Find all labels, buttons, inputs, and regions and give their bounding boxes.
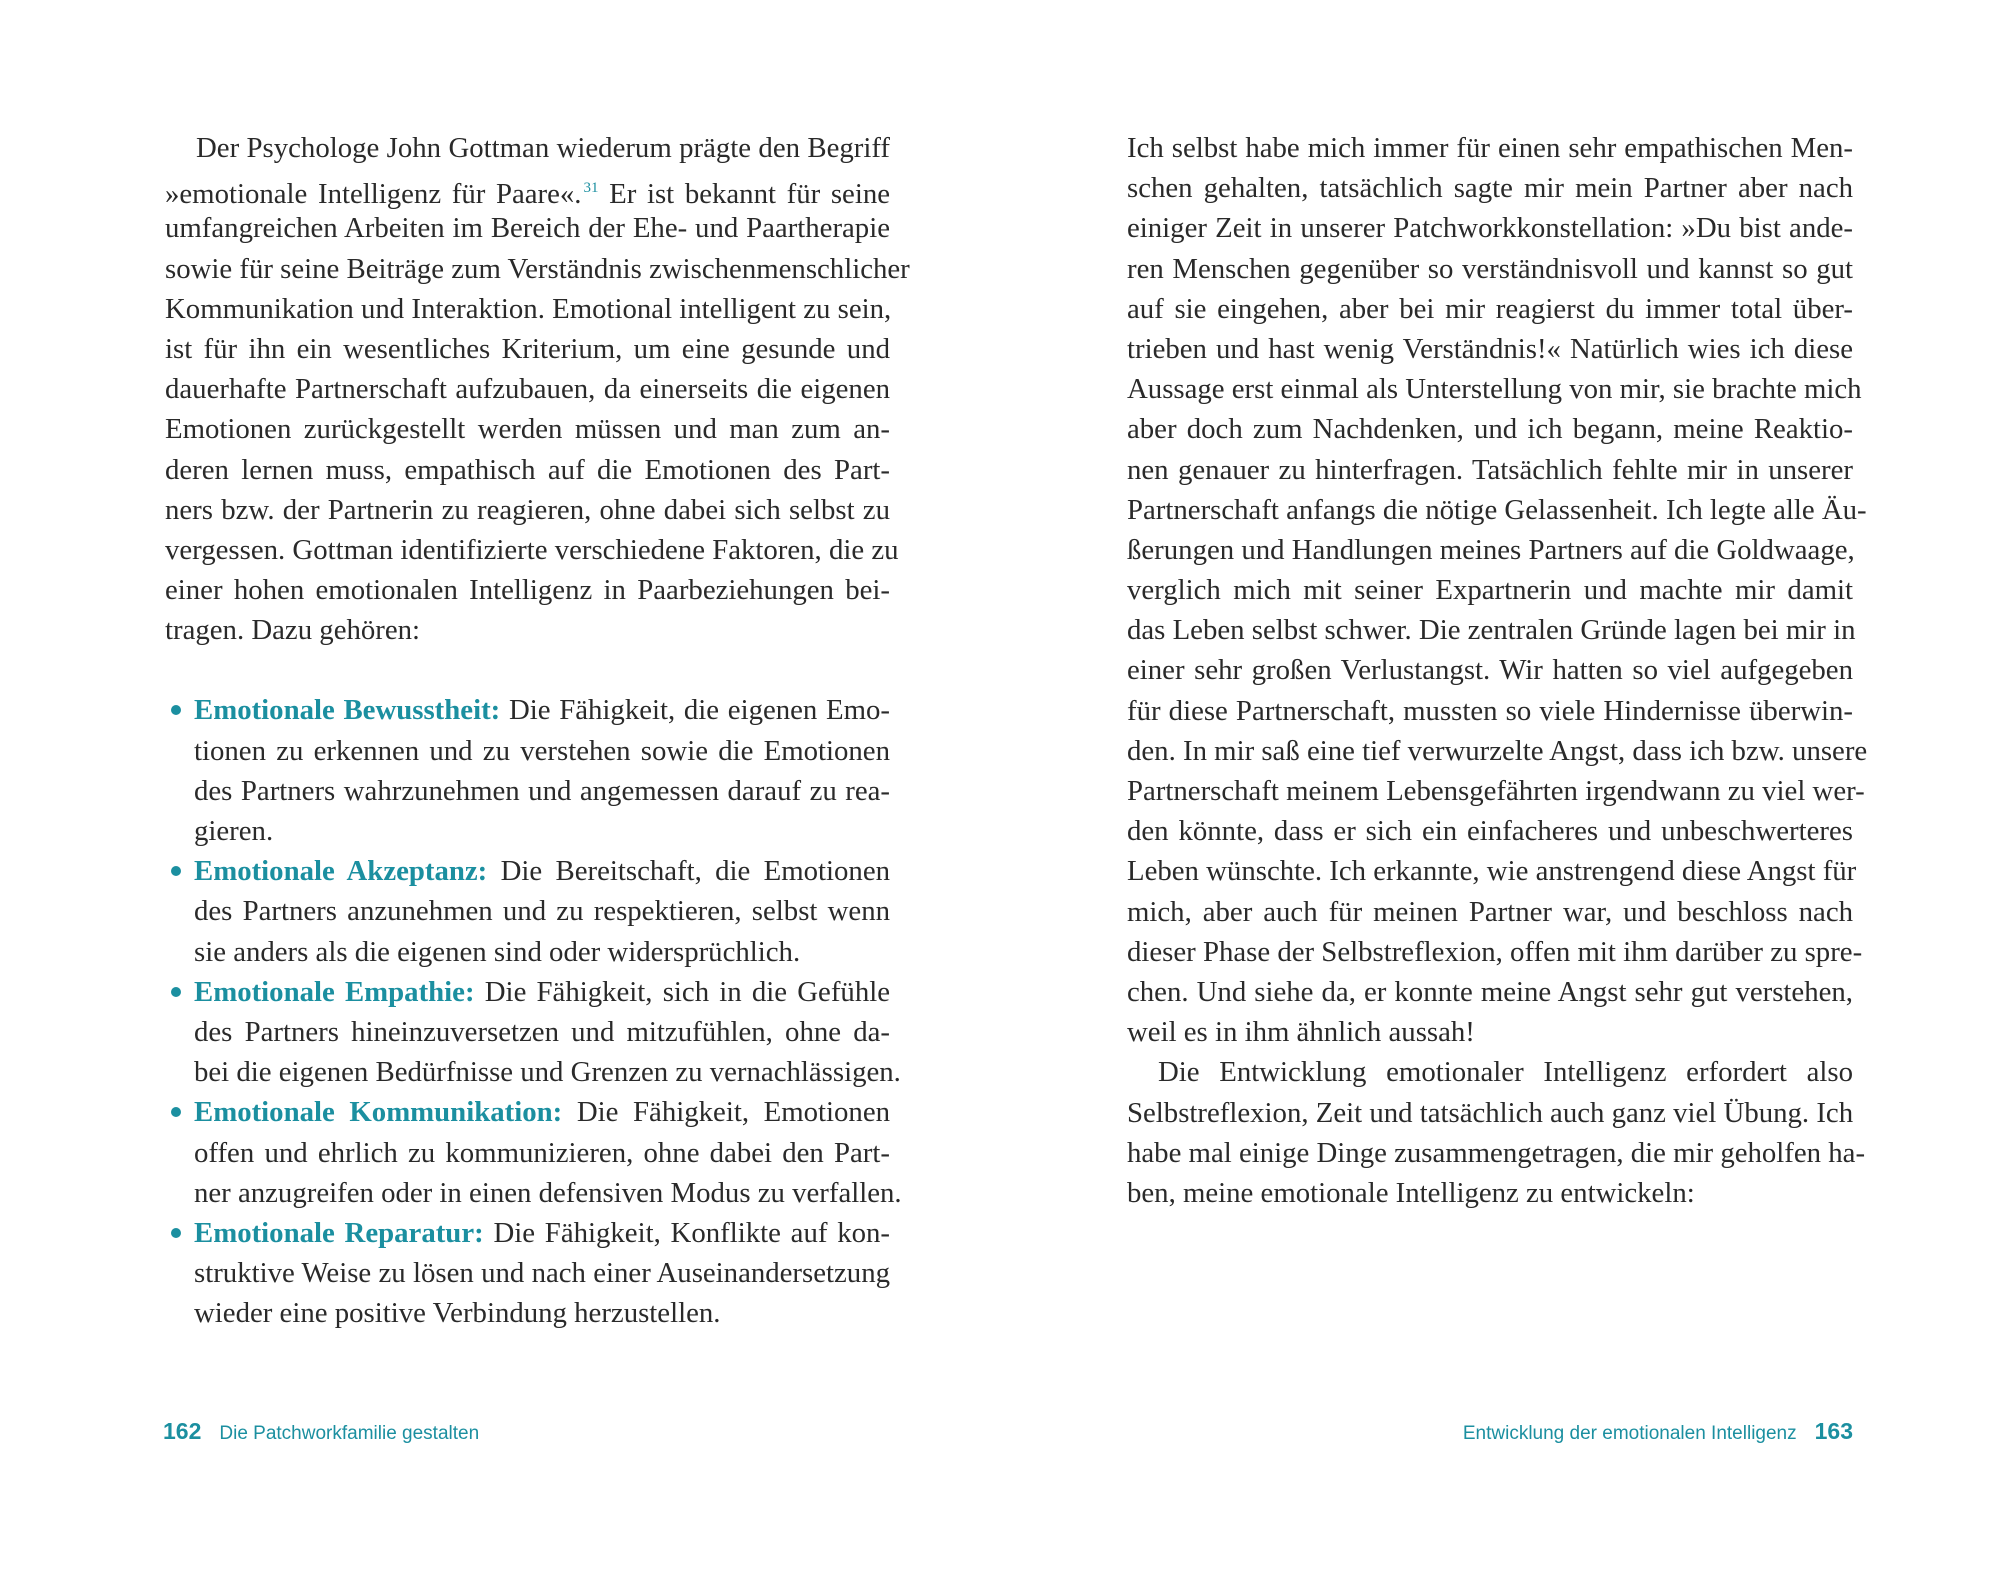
running-title: Die Patchworkfamilie gestalten xyxy=(219,1423,480,1444)
bullet-text-line: gieren. xyxy=(194,815,274,847)
body-text-line: den. In mir saß eine tief verwurzelte Angst, dass ich bzw. unsere xyxy=(1127,734,1868,767)
bullet-item-kommunikation xyxy=(165,1092,902,1213)
body-text-line: aber doch zum Nachdenken, und ich begann, meine Reaktio- xyxy=(1127,413,1853,446)
page-number: 163 xyxy=(1814,1418,1853,1444)
body-text-line: auf sie eingehen, aber bei mir reagierst du immer total über- xyxy=(1127,292,1853,325)
body-text-line: umfangreichen Arbeiten im Bereich der Ehe- und Paartherapie xyxy=(165,212,890,245)
body-text-line: einer sehr großen Verlustangst. Wir hatten so viel aufgegeben xyxy=(1127,654,1853,687)
bullet-dot-icon xyxy=(171,987,181,997)
bullet-text: Die Fähigkeit, sich in die Gefühle xyxy=(484,975,890,1008)
bullet-text: Die Fähigkeit, Konflikte auf kon- xyxy=(493,1216,890,1249)
bullet-text-line: tionen zu erkennen und zu verstehen sowie die Emotionen xyxy=(194,734,890,767)
body-text-line: vergessen. Gottman identifizierte verschiedene Faktoren, die zu xyxy=(165,533,899,566)
bullet-dot-icon xyxy=(171,866,181,876)
bullet-text-line: ner anzugreifen oder in einen defensiven Modus zu verfallen. xyxy=(194,1176,902,1209)
body-text-line: Der Psychologe John Gottman wiederum prägte den Begriff xyxy=(196,132,890,164)
bullet-dot-icon xyxy=(171,1228,181,1238)
body-text-line: Aussage erst einmal als Unterstellung von mir, sie brachte mich xyxy=(1127,373,1862,406)
body-text-line: Die Entwicklung emotionaler Intelligenz erfordert also xyxy=(1158,1056,1853,1089)
bullet-first-line xyxy=(194,690,890,730)
body-text-line: Partnerschaft anfangs die nötige Gelassenheit. Ich legte alle Äu- xyxy=(1127,493,1867,526)
bullet-term: Emotionale Reparatur: xyxy=(194,1216,484,1249)
body-text-line: dauerhafte Partnerschaft aufzubauen, da einerseits die eigenen xyxy=(165,373,890,406)
left-page-footer xyxy=(163,1418,479,1448)
bullet-text-line: sie anders als die eigenen sind oder widersprüchlich. xyxy=(194,935,801,968)
body-text-line: Ich selbst habe mich immer für einen sehr empathischen Men- xyxy=(1127,132,1853,164)
bullet-dot-icon xyxy=(171,705,181,715)
body-text-line: Kommunikation und Interaktion. Emotional intelligent zu sein, xyxy=(165,292,892,325)
bullet-term: Emotionale Empathie: xyxy=(194,975,475,1008)
body-text-fragment: »emotionale Intelligenz für Paare«. xyxy=(165,178,582,211)
body-text-line: das Leben selbst schwer. Die zentralen Gründe lagen bei mir in xyxy=(1127,614,1856,647)
body-text-line: ren Menschen gegenüber so verständnisvoll und kannst so gut xyxy=(1127,252,1853,285)
right-page xyxy=(1127,128,1868,1213)
body-text-line: habe mal einige Dinge zusammengetragen, die mir geholfen ha- xyxy=(1127,1136,1866,1169)
body-text-line: den könnte, dass er sich ein einfacheres und unbeschwerteres xyxy=(1127,815,1853,848)
body-text-line: trieben und hast wenig Verständnis!« Natürlich wies ich diese xyxy=(1127,332,1853,365)
bullet-text: Die Fähigkeit, die eigenen Emo- xyxy=(508,694,890,727)
bullet-text-line: struktive Weise zu lösen und nach einer Auseinandersetzung xyxy=(194,1257,890,1290)
body-text-line: einiger Zeit in unserer Patchworkkonstellation: »Du bist ande- xyxy=(1127,212,1853,245)
bullet-text: Die Fähigkeit, Emotionen xyxy=(576,1096,890,1129)
body-text-line: sowie für seine Beiträge zum Verständnis zwischenmenschlicher xyxy=(165,252,910,285)
bullet-item-reparatur xyxy=(165,1213,890,1334)
body-text-line: weil es in ihm ähnlich aussah! xyxy=(1127,1016,1475,1049)
body-text-line: Selbstreflexion, Zeit und tatsächlich auch ganz viel Übung. Ich xyxy=(1127,1096,1854,1129)
bullet-item-bewusstheit xyxy=(165,690,890,851)
footnote-reference[interactable]: 31 xyxy=(583,180,599,197)
body-text-line: nen genauer zu hinterfragen. Tatsächlich fehlte mir in unserer xyxy=(1127,453,1853,486)
bullet-text-line: offen und ehrlich zu kommunizieren, ohne dabei den Part- xyxy=(194,1136,890,1169)
body-text-line: mich, aber auch für meinen Partner war, und beschloss nach xyxy=(1127,895,1853,928)
body-text-fragment: Er ist bekannt für seine xyxy=(609,178,890,211)
bullet-text-line: wieder eine positive Verbindung herzustellen. xyxy=(194,1297,721,1330)
body-text-line: dieser Phase der Selbstreflexion, offen mit ihm darüber zu spre- xyxy=(1127,935,1863,968)
bullet-term: Emotionale Akzeptanz: xyxy=(194,855,488,888)
body-text-line: schen gehalten, tatsächlich sagte mir mein Partner aber nach xyxy=(1127,172,1853,205)
bullet-first-line xyxy=(194,1092,890,1132)
body-text-line: chen. Und siehe da, er konnte meine Angst sehr gut verstehen, xyxy=(1127,975,1853,1008)
body-text-line: ist für ihn ein wesentliches Kriterium, um eine gesunde und xyxy=(165,332,890,365)
body-text-line: ben, meine emotionale Intelligenz zu entwickeln: xyxy=(1127,1176,1695,1209)
bullet-first-line xyxy=(194,1213,890,1253)
body-text-line: für diese Partnerschaft, mussten so viele Hindernisse überwin- xyxy=(1127,694,1853,727)
body-text-line: Emotionen zurückgestellt werden müssen und man zum an- xyxy=(165,413,890,446)
body-text-line: Leben wünschte. Ich erkannte, wie anstrengend diese Angst für xyxy=(1127,855,1857,888)
right-page-footer xyxy=(1463,1418,1853,1448)
body-text-line: ners bzw. der Partnerin zu reagieren, ohne dabei sich selbst zu xyxy=(165,493,890,526)
bullet-term: Emotionale Bewusstheit: xyxy=(194,694,501,727)
paragraph-gap xyxy=(165,650,890,690)
bullet-text-line: des Partners hineinzuversetzen und mitzufühlen, ohne da- xyxy=(194,1015,890,1048)
body-text-line: Partnerschaft meinem Lebensgefährten irgendwann zu viel wer- xyxy=(1127,775,1865,807)
left-page xyxy=(165,128,910,1333)
body-text-line: einer hohen emotionalen Intelligenz in Paarbeziehungen bei- xyxy=(165,574,890,607)
bullet-item-akzeptanz xyxy=(165,851,890,972)
bullet-text-line: des Partners anzunehmen und zu respektieren, selbst wenn xyxy=(194,895,890,928)
body-text-line: tragen. Dazu gehören: xyxy=(165,614,421,647)
running-title: Entwicklung der emotionalen Intelligenz xyxy=(1462,1423,1797,1444)
bullet-item-empathie xyxy=(165,972,901,1093)
bullet-first-line xyxy=(194,972,890,1012)
body-text-line: ßerungen und Handlungen meines Partners auf die Goldwaage, xyxy=(1127,533,1855,566)
body-text-line xyxy=(165,168,890,211)
body-text-line: deren lernen muss, empathisch auf die Emotionen des Part- xyxy=(165,453,890,486)
bullet-text-line: bei die eigenen Bedürfnisse und Grenzen zu vernachlässigen. xyxy=(194,1056,901,1089)
body-text-line: verglich mich mit seiner Expartnerin und machte mir damit xyxy=(1127,574,1853,607)
bullet-term: Emotionale Kommunikation: xyxy=(194,1096,563,1129)
bullet-first-line xyxy=(194,851,890,891)
bullet-text: Die Bereitschaft, die Emotionen xyxy=(500,855,891,888)
bullet-dot-icon xyxy=(171,1107,181,1117)
bullet-text-line: des Partners wahrzunehmen und angemessen darauf zu rea- xyxy=(194,774,890,807)
page-number: 162 xyxy=(163,1418,202,1444)
